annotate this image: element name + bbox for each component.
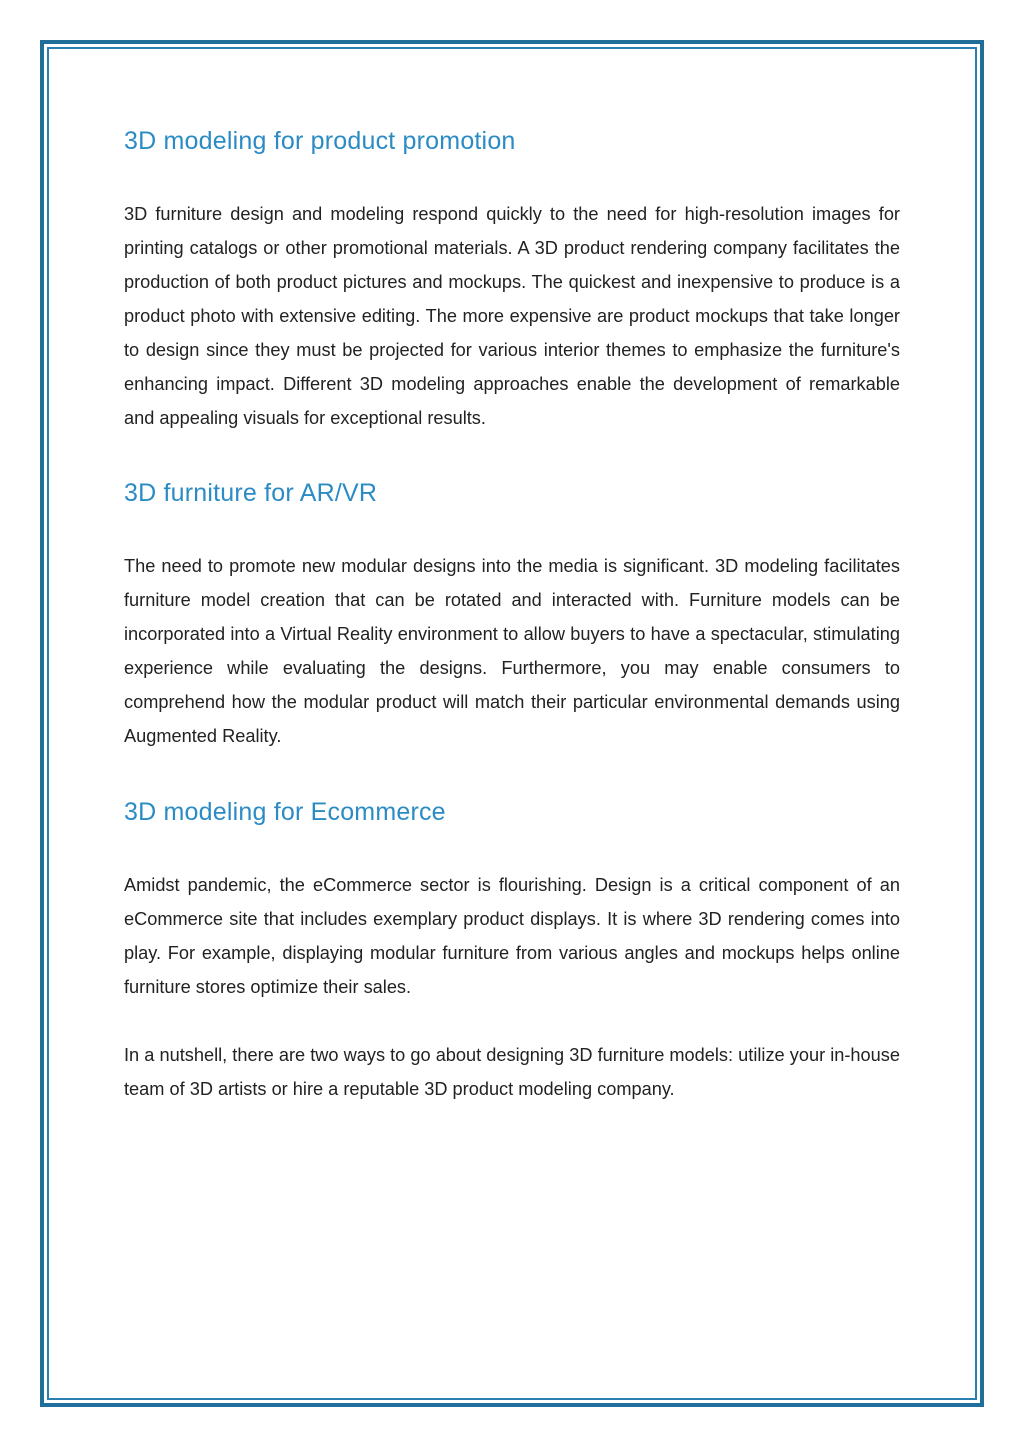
document-body — [124, 122, 900, 1106]
paragraph-ecommerce: Amidst pandemic, the eCommerce sector is flourishing. Design is a critical component of an eCommerce site that includes exemplary product displays. It is where 3D rendering comes into play. For example, displaying modular furniture from various angles and mockups helps online furniture stores optimize their sales. — [124, 875, 900, 997]
paragraph-ar-vr: The need to promote new modular designs into the media is significant. 3D modeling facilitates furniture model creation that can be rotated and interacted with. Furniture models can be incorporated into a Virtual Reality environment to allow buyers to have a spectacular, stimulating experience while evaluating the designs. Furthermore, you may enable consumers to comprehend how the modular product will match their particular environmental demands using Augmented Reality. — [124, 556, 900, 746]
heading-ar-vr: 3D furniture for AR/VR — [124, 479, 378, 507]
paragraph-product-promotion: 3D furniture design and modeling respond quickly to the need for high-resolution images for printing catalogs or other promotional materials. A 3D product rendering company facilitates the production of both product pictures and mockups. The quickest and inexpensive to produce is a product photo with extensive editing. The more expensive are product mockups that take longer to design since they must be projected for various interior themes to emphasize the furniture's enhancing impact. Different 3D modeling approaches enable the development of remarkable and appealing visuals for exceptional results. — [124, 204, 900, 428]
heading-ecommerce: 3D modeling for Ecommerce — [124, 798, 446, 826]
paragraph-conclusion: In a nutshell, there are two ways to go about designing 3D furniture models: utilize your in-house team of 3D artists or hire a reputable 3D product modeling company. — [124, 1045, 900, 1099]
heading-product-promotion: 3D modeling for product promotion — [124, 127, 516, 155]
